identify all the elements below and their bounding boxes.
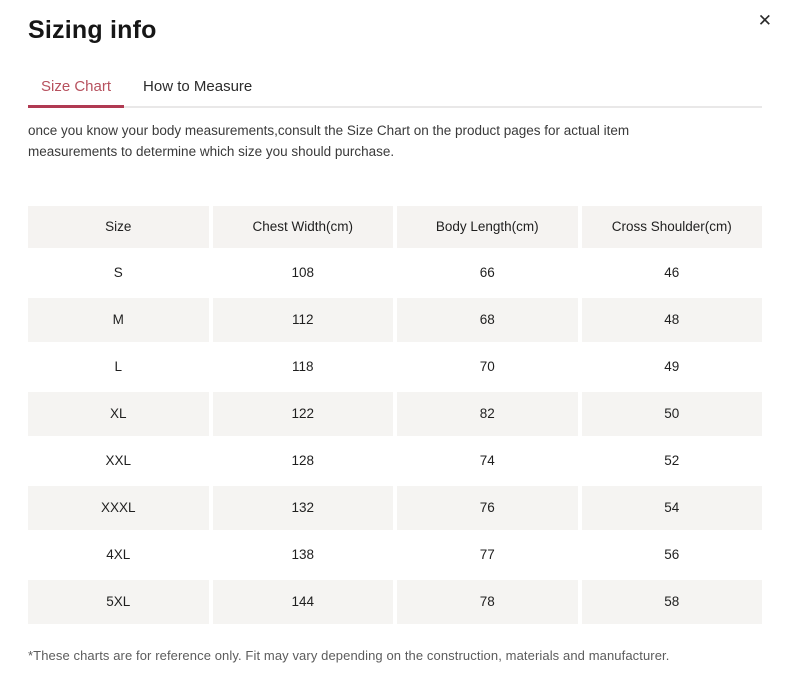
size-label-cell: S (28, 251, 209, 295)
measurement-cell: 58 (582, 580, 763, 624)
table-row (28, 251, 762, 295)
table-row (28, 392, 762, 436)
table-row (28, 345, 762, 389)
measurement-cell: 70 (397, 345, 578, 389)
measurement-cell: 108 (213, 251, 394, 295)
size-label-cell: 5XL (28, 580, 209, 624)
measurement-cell: 122 (213, 392, 394, 436)
measurement-cell: 68 (397, 298, 578, 342)
column-header: Cross Shoulder(cm) (582, 206, 763, 248)
tab-bar (28, 72, 762, 108)
reference-footnote: *These charts are for reference only. Fit may vary depending on the construction, materials and manufacturer. (28, 647, 670, 663)
close-icon[interactable]: ✕ (754, 8, 776, 33)
measurement-cell: 56 (582, 533, 763, 577)
measurement-cell: 74 (397, 439, 578, 483)
measurement-cell: 49 (582, 345, 763, 389)
page-title: Sizing info (28, 16, 157, 44)
size-label-cell: L (28, 345, 209, 389)
table-row (28, 486, 762, 530)
measurement-cell: 144 (213, 580, 394, 624)
measurement-cell: 66 (397, 251, 578, 295)
table-row (28, 533, 762, 577)
size-label-cell: M (28, 298, 209, 342)
column-header: Chest Width(cm) (213, 206, 394, 248)
measurement-cell: 50 (582, 392, 763, 436)
measurement-cell: 76 (397, 486, 578, 530)
tab-size-chart[interactable]: Size Chart (28, 72, 124, 108)
size-label-cell: XXXL (28, 486, 209, 530)
measurement-cell: 48 (582, 298, 763, 342)
column-header: Size (28, 206, 209, 248)
measurement-cell: 78 (397, 580, 578, 624)
measurement-cell: 138 (213, 533, 394, 577)
measurement-cell: 82 (397, 392, 578, 436)
table-row (28, 298, 762, 342)
column-header: Body Length(cm) (397, 206, 578, 248)
table-row (28, 580, 762, 624)
size-chart-table (24, 203, 766, 627)
measurement-cell: 112 (213, 298, 394, 342)
tab-how-to-measure[interactable]: How to Measure (130, 72, 265, 108)
size-label-cell: XL (28, 392, 209, 436)
measurement-cell: 54 (582, 486, 763, 530)
table-row (28, 439, 762, 483)
measurement-cell: 77 (397, 533, 578, 577)
measurement-cell: 128 (213, 439, 394, 483)
size-chart-table-container (24, 203, 766, 627)
table-header-row (28, 206, 762, 248)
measurement-cell: 52 (582, 439, 763, 483)
measurement-cell: 46 (582, 251, 763, 295)
measurement-cell: 132 (213, 486, 394, 530)
sizing-description: once you know your body measurements,consult the Size Chart on the product pages for actual item measurements to determine which size you should purchase. (28, 123, 630, 159)
measurement-cell: 118 (213, 345, 394, 389)
size-label-cell: 4XL (28, 533, 209, 577)
size-table-body (28, 251, 762, 624)
size-label-cell: XXL (28, 439, 209, 483)
